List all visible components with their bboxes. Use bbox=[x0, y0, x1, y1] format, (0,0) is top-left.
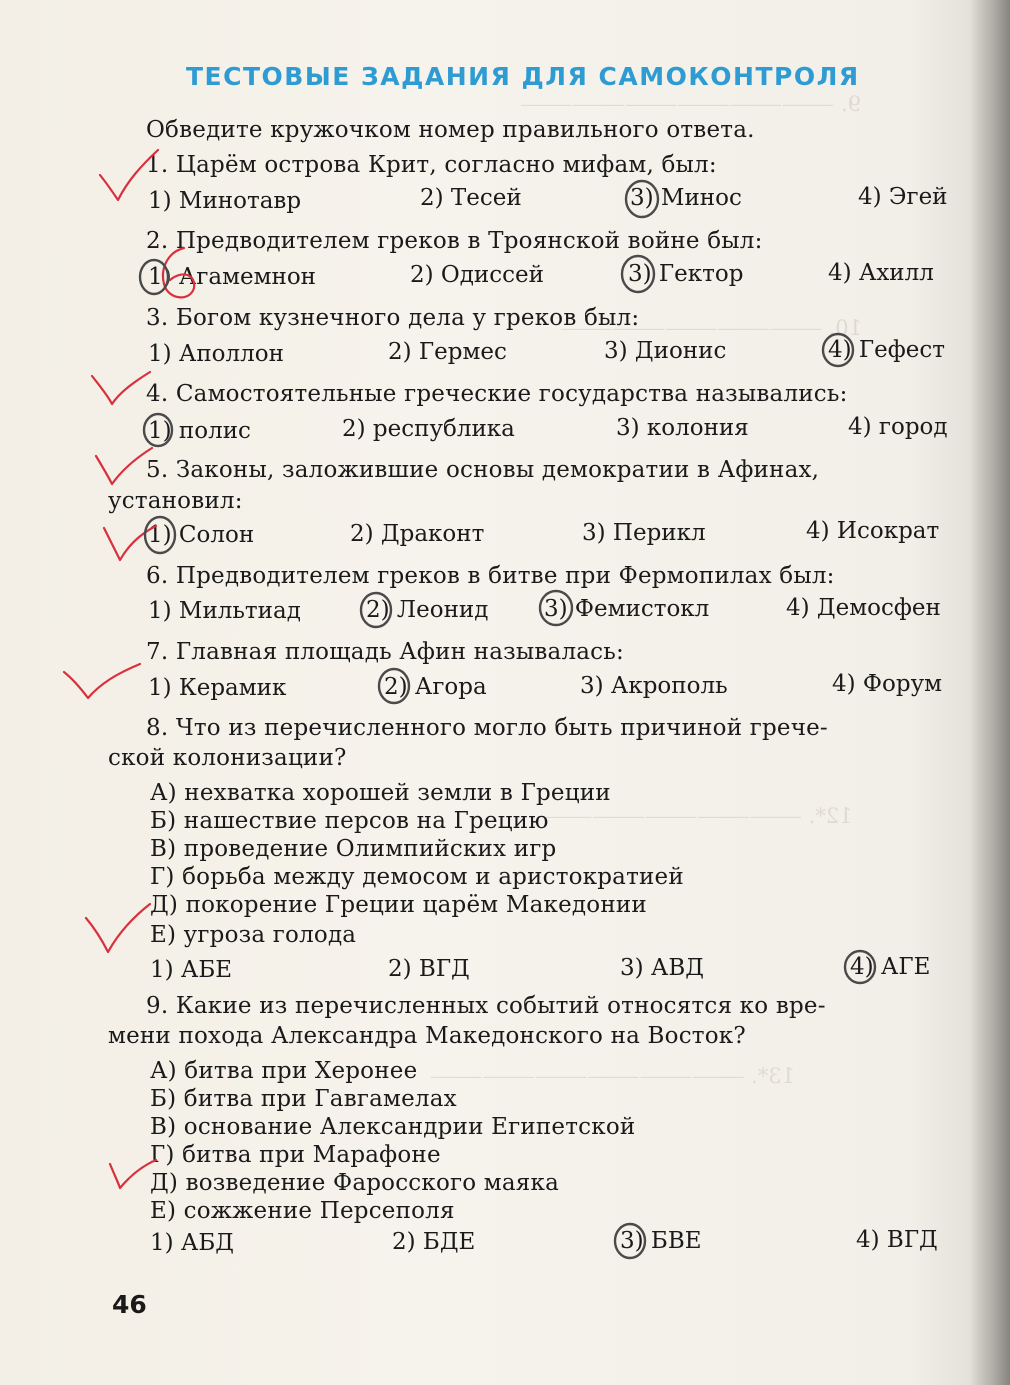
q8-item-b: Б) нашествие персов на Грецию bbox=[150, 808, 549, 834]
q4-option-1[interactable]: 1) полис bbox=[148, 418, 251, 444]
q5-option-1[interactable]: 1) Солон bbox=[148, 522, 255, 548]
question-9-text-line-1: 9. Какие из перечисленных событий относятся ко вре- bbox=[146, 993, 826, 1019]
q7-option-3[interactable]: 3) Акрополь bbox=[580, 673, 728, 699]
question-5-text-line-1: 5. Законы, заложившие основы демократии в Афинах, bbox=[146, 457, 820, 483]
q8-option-2[interactable]: 2) ВГД bbox=[388, 956, 470, 982]
red-check-q8 bbox=[86, 904, 150, 952]
question-5-text-line-2: установил: bbox=[108, 488, 243, 514]
show-through: 13*. ⸻⸻⸻⸻⸻⸻ bbox=[430, 1064, 795, 1088]
red-check-q5 bbox=[96, 448, 152, 484]
q9-item-e: Д) возведение Фаросского маяка bbox=[150, 1170, 560, 1196]
q2-option-1[interactable]: 1) Агамемнон bbox=[148, 264, 316, 290]
q2-option-2[interactable]: 2) Одиссей bbox=[410, 262, 544, 288]
q8-item-d: Г) борьба между демосом и аристократией bbox=[150, 864, 684, 890]
q9-item-c: В) основание Александрии Египетской bbox=[150, 1114, 636, 1140]
q9-option-3[interactable]: 3) БВЕ bbox=[620, 1228, 702, 1254]
show-through: 9. ⸻⸻⸻⸻⸻⸻ bbox=[520, 92, 862, 116]
q9-option-1[interactable]: 1) АБД bbox=[150, 1230, 234, 1256]
q1-option-2[interactable]: 2) Тесей bbox=[420, 185, 522, 211]
q4-option-4[interactable]: 4) город bbox=[848, 414, 948, 440]
q8-option-1[interactable]: 1) АБЕ bbox=[150, 957, 233, 983]
page-number: 46 bbox=[112, 1290, 147, 1319]
q1-option-3[interactable]: 3) Минос bbox=[630, 185, 742, 211]
show-through: 10. ⸻⸻⸻⸻⸻ bbox=[560, 316, 863, 340]
q8-item-e: Д) покорение Греции царём Македонии bbox=[150, 892, 647, 918]
q7-option-1[interactable]: 1) Керамик bbox=[148, 675, 287, 701]
question-7-text: 7. Главная площадь Афин называлась: bbox=[146, 639, 624, 665]
red-check-q4 bbox=[92, 372, 150, 404]
page-title: ТЕСТОВЫЕ ЗАДАНИЯ ДЛЯ САМОКОНТРОЛЯ bbox=[186, 62, 860, 91]
q8-item-f: Е) угроза голода bbox=[150, 922, 357, 948]
q5-option-4[interactable]: 4) Исократ bbox=[806, 518, 940, 544]
q6-option-2[interactable]: 2) Леонид bbox=[366, 597, 489, 623]
q9-item-a: А) битва при Херонее bbox=[150, 1058, 418, 1084]
question-1-text: 1. Царём острова Крит, согласно мифам, был: bbox=[146, 152, 717, 178]
question-9-text-line-2: мени похода Александра Македонского на Восток? bbox=[108, 1023, 746, 1049]
q9-item-b: Б) битва при Гавгамелах bbox=[150, 1086, 457, 1112]
question-2-text: 2. Предводителем греков в Троянской войне был: bbox=[146, 228, 763, 254]
q7-option-2[interactable]: 2) Агора bbox=[384, 674, 487, 700]
q9-option-4[interactable]: 4) ВГД bbox=[856, 1227, 938, 1253]
question-8-text-line-2: ской колонизации? bbox=[108, 745, 347, 771]
q3-option-2[interactable]: 2) Гермес bbox=[388, 339, 507, 365]
q5-option-3[interactable]: 3) Перикл bbox=[582, 520, 706, 546]
question-6-text: 6. Предводителем греков в битве при Фермопилах был: bbox=[146, 563, 835, 589]
q6-option-4[interactable]: 4) Демосфен bbox=[786, 595, 941, 621]
q6-option-1[interactable]: 1) Мильтиад bbox=[148, 598, 301, 624]
q9-option-2[interactable]: 2) БДЕ bbox=[392, 1229, 476, 1255]
q1-option-4[interactable]: 4) Эгей bbox=[858, 184, 948, 210]
q1-option-1[interactable]: 1) Минотавр bbox=[148, 188, 302, 214]
red-check-q7 bbox=[64, 664, 140, 698]
q8-item-c: В) проведение Олимпийских игр bbox=[150, 836, 557, 862]
q5-option-2[interactable]: 2) Драконт bbox=[350, 521, 485, 547]
q4-option-2[interactable]: 2) республика bbox=[342, 416, 515, 442]
question-3-text: 3. Богом кузнечного дела у греков был: bbox=[146, 305, 640, 331]
q3-option-3[interactable]: 3) Дионис bbox=[604, 338, 727, 364]
q3-option-4[interactable]: 4) Гефест bbox=[828, 337, 945, 363]
show-through: 12*. ⸻⸻⸻⸻⸻ bbox=[540, 804, 853, 828]
q4-option-3[interactable]: 3) колония bbox=[616, 415, 749, 441]
q8-option-4[interactable]: 4) АГЕ bbox=[850, 954, 931, 980]
q9-item-d: Г) битва при Марафоне bbox=[150, 1142, 441, 1168]
q2-option-4[interactable]: 4) Ахилл bbox=[828, 260, 934, 286]
q9-item-f: Е) сожжение Персеполя bbox=[150, 1198, 455, 1224]
q2-option-3[interactable]: 3) Гектор bbox=[628, 261, 744, 287]
instruction: Обведите кружочком номер правильного ответа. bbox=[146, 117, 755, 143]
q7-option-4[interactable]: 4) Форум bbox=[832, 671, 943, 697]
q8-item-a: А) нехватка хорошей земли в Греции bbox=[150, 780, 611, 806]
q6-option-3[interactable]: 3) Фемистокл bbox=[544, 596, 710, 622]
question-4-text: 4. Самостоятельные греческие государства назывались: bbox=[146, 381, 848, 407]
q8-option-3[interactable]: 3) АВД bbox=[620, 955, 704, 981]
question-8-text-line-1: 8. Что из перечисленного могло быть причиной грече- bbox=[146, 715, 828, 741]
q3-option-1[interactable]: 1) Аполлон bbox=[148, 341, 284, 367]
